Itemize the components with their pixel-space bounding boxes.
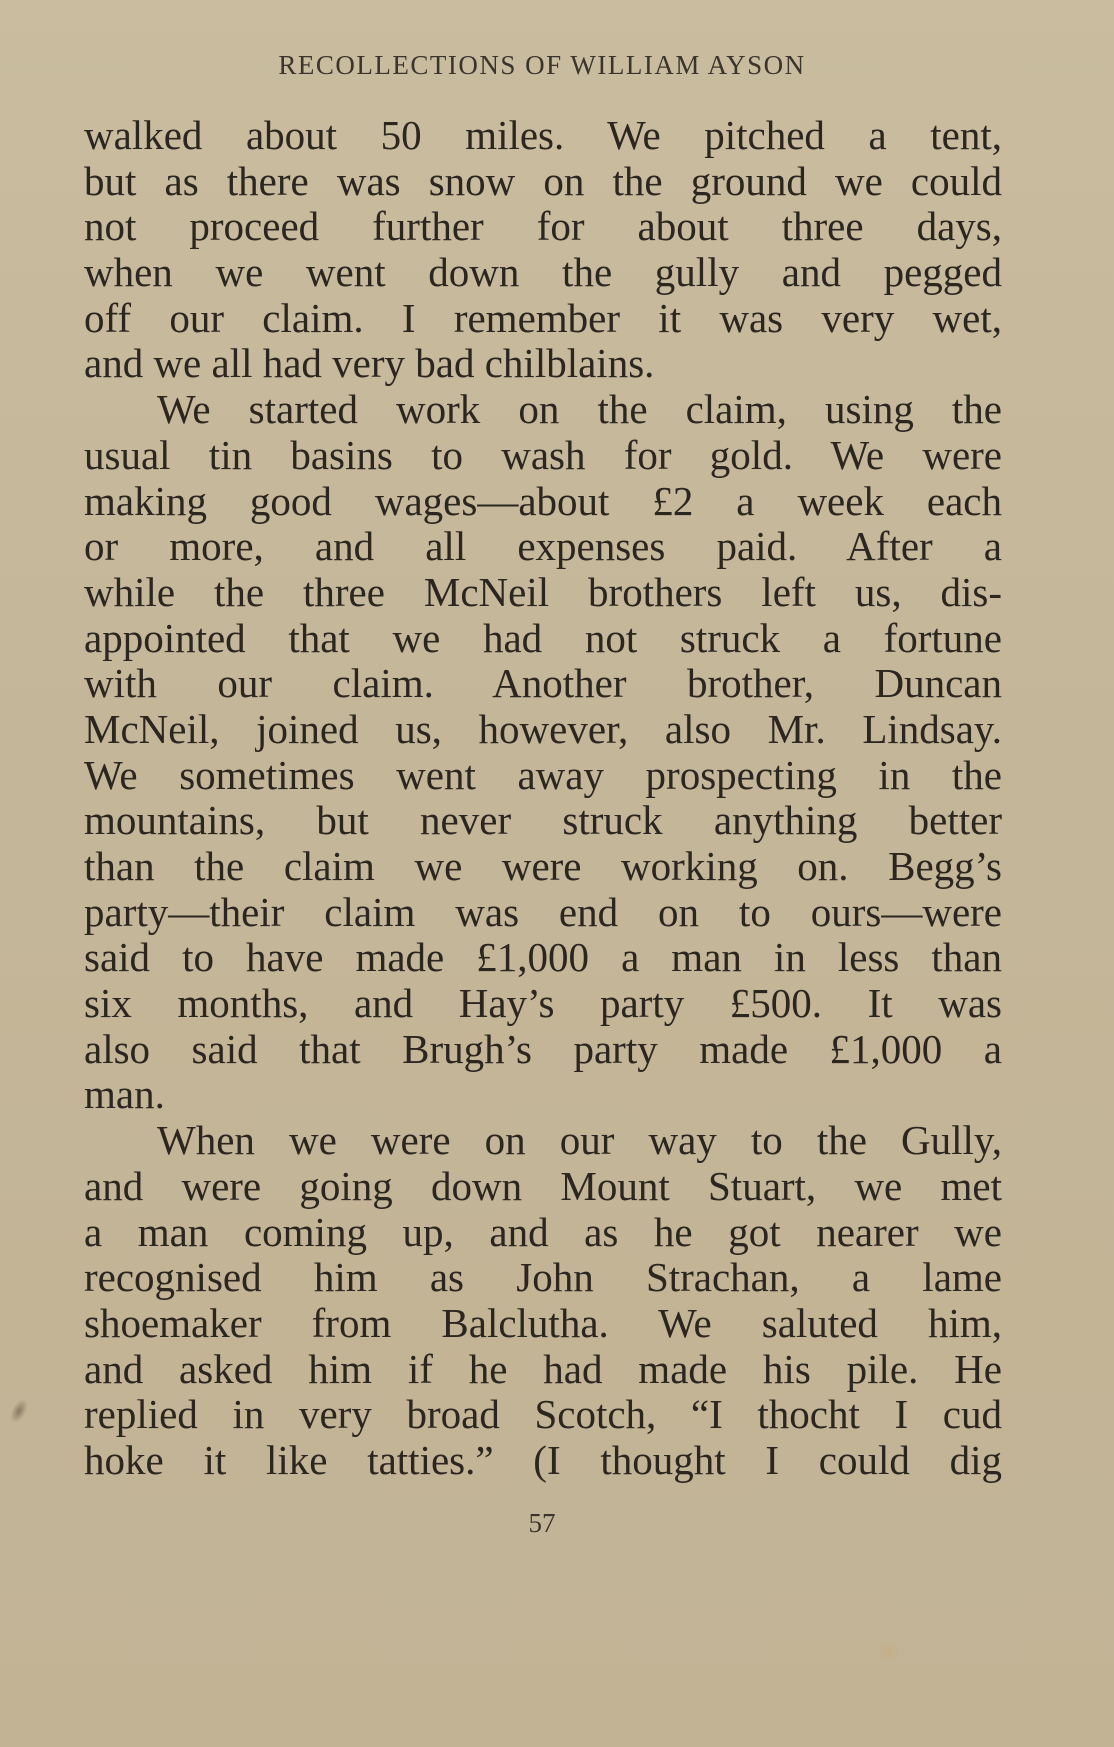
text-line: off our claim. I remember it was very wet, <box>84 294 1002 341</box>
text-line: usual tin basins to wash for gold. We were <box>84 431 1002 478</box>
text-line: and were going down Mount Stuart, we met <box>84 1162 1002 1209</box>
page-number: 57 <box>528 1508 556 1538</box>
text-line: replied in very broad Scotch, “I thocht I cud <box>84 1391 1002 1438</box>
ink-mark <box>7 1396 32 1426</box>
text-line: McNeil, joined us, however, also Mr. Lindsay. <box>84 705 1002 752</box>
text-line: hoke it like tatties.” (I thought I could dig <box>84 1436 1002 1483</box>
text-line: also said that Brugh’s party made £1,000 a <box>84 1025 1002 1072</box>
text-line: and we all had very bad chilblains. <box>84 340 655 387</box>
paper-stain <box>878 1640 900 1662</box>
text-line: walked about 50 miles. We pitched a tent, <box>84 112 1002 158</box>
text-line: party—their claim was end on to ours—were <box>84 888 1002 935</box>
running-head: RECOLLECTIONS OF WILLIAM AYSON <box>278 50 806 80</box>
text-line: appointed that we had not struck a fortune <box>84 614 1002 661</box>
text-line: not proceed further for about three days, <box>84 203 1002 250</box>
text-line: than the claim we were working on. Begg’s <box>84 843 1002 889</box>
text-line: or more, and all expenses paid. After a <box>84 523 1002 570</box>
text-line: with our claim. Another brother, Duncan <box>84 660 1002 707</box>
text-line: recognised him as John Strachan, a lame <box>84 1254 1002 1301</box>
text-line: six months, and Hay’s party £500. It was <box>84 980 1002 1027</box>
text-line: making good wages—about £2 a week each <box>84 477 1002 524</box>
text-line: said to have made £1,000 a man in less than <box>84 934 1002 981</box>
text-line: while the three McNeil brothers left us, dis- <box>84 568 1002 615</box>
body-text <box>84 113 1002 1484</box>
text-line: man. <box>84 1071 165 1118</box>
text-line: We started work on the claim, using the <box>157 386 1002 433</box>
text-line: When we were on our way to the Gully, <box>157 1117 1002 1164</box>
text-line: We sometimes went away prospecting in the <box>84 751 1002 798</box>
text-line: mountains, but never struck anything better <box>84 797 1002 844</box>
text-line: but as there was snow on the ground we could <box>84 157 1002 204</box>
text-line: and asked him if he had made his pile. He <box>84 1345 1002 1392</box>
text-line: when we went down the gully and pegged <box>84 249 1002 296</box>
text-line: a man coming up, and as he got nearer we <box>84 1208 1002 1255</box>
text-line: shoemaker from Balclutha. We saluted him, <box>84 1299 1002 1346</box>
